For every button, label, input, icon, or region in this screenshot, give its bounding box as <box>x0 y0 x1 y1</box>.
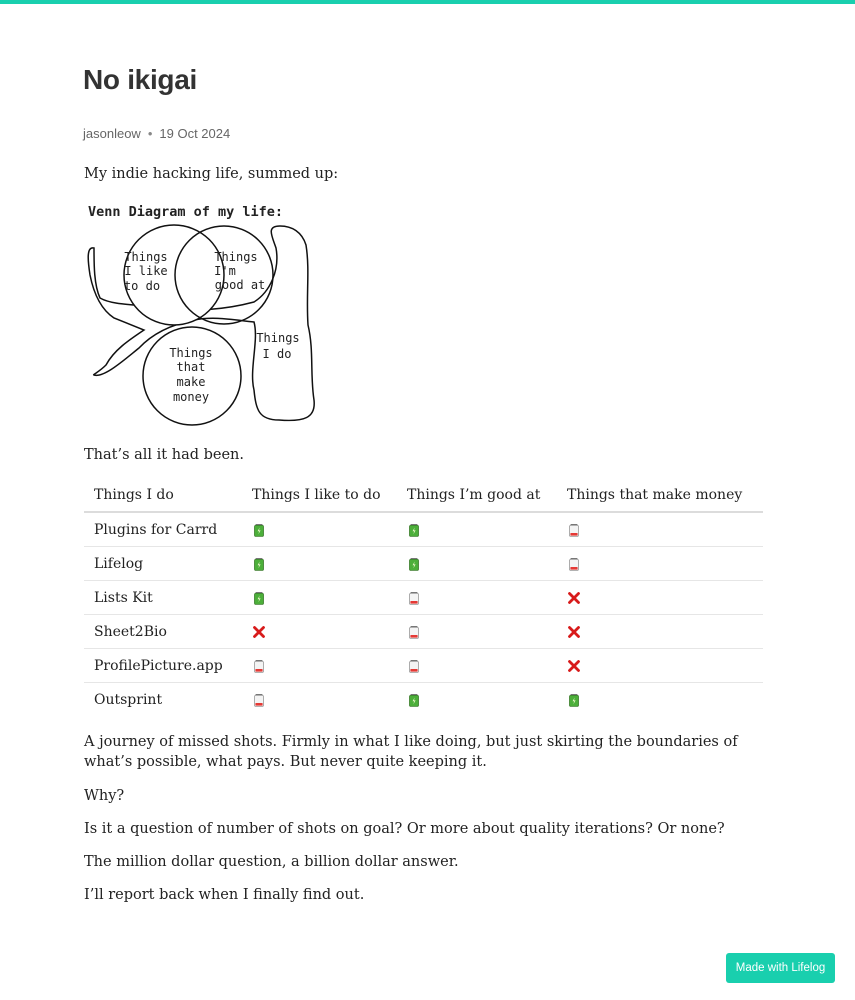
table-cell-project-name: ProfilePicture.app <box>84 649 242 683</box>
table-cell-mark <box>397 615 557 649</box>
venn-do-line-1: Things <box>256 331 300 345</box>
battery-low-icon <box>567 522 581 538</box>
battery-full-icon <box>407 522 421 538</box>
post-paragraph-4: The million dollar question, a billion dollar answer. <box>84 854 459 870</box>
cross-mark-icon <box>567 590 581 606</box>
venn-do-line-2: I do <box>262 347 292 361</box>
table-cell-mark <box>557 649 763 683</box>
table-row <box>84 512 763 547</box>
table-row <box>84 581 763 615</box>
venn-title: Venn Diagram of my life: <box>88 204 284 220</box>
table-cell-mark <box>557 615 763 649</box>
battery-full-icon <box>252 590 266 606</box>
table-header-things-i-do: Things I do <box>84 478 242 512</box>
table-cell-mark <box>242 547 397 581</box>
table-cell-mark <box>397 512 557 547</box>
table-header-row <box>84 478 763 512</box>
venn-good-line-3: good at <box>214 278 266 292</box>
table-cell-mark <box>242 649 397 683</box>
table-cell-project-name: Lists Kit <box>84 581 242 615</box>
battery-full-icon <box>407 556 421 572</box>
post-date: 19 Oct 2024 <box>159 126 231 141</box>
cross-mark-icon <box>252 624 266 640</box>
table-body <box>84 512 763 716</box>
venn-money-line-1: Things <box>169 346 213 360</box>
table-cell-project-name: Sheet2Bio <box>84 615 242 649</box>
battery-low-icon <box>407 624 421 640</box>
battery-low-icon <box>407 658 421 674</box>
battery-low-icon <box>252 692 266 708</box>
table-row <box>84 649 763 683</box>
venn-like-line-3: to do <box>123 279 161 293</box>
table-cell-mark <box>397 547 557 581</box>
battery-full-icon <box>252 522 266 538</box>
venn-good-line-2: I'm <box>214 264 236 278</box>
battery-low-icon <box>567 556 581 572</box>
table-cell-project-name: Plugins for Carrd <box>84 512 242 547</box>
post-intro: My indie hacking life, summed up: <box>84 166 339 182</box>
table-cell-mark <box>557 683 763 717</box>
top-accent-bar <box>0 0 855 4</box>
table-cell-mark <box>242 512 397 547</box>
table-header-like: Things I like to do <box>242 478 397 512</box>
cross-mark-icon <box>567 658 581 674</box>
post-meta <box>83 126 230 141</box>
table-cell-mark <box>242 683 397 717</box>
post-paragraph-1: A journey of missed shots. Firmly in what I like doing, but just skirting the boundaries of what’s possible, what pays. But never quite keeping it. <box>84 734 738 770</box>
venn-money-line-3: make <box>176 375 206 389</box>
table-cell-mark <box>557 512 763 547</box>
battery-full-icon <box>567 692 581 708</box>
post-title: No ikigai <box>83 64 197 95</box>
post-paragraph-2: Why? <box>84 788 125 804</box>
venn-good-line-1: Things <box>214 250 258 264</box>
table-cell-mark <box>557 581 763 615</box>
made-with-lifelog-button[interactable]: Made with Lifelog <box>726 953 835 983</box>
table-cell-project-name: Lifelog <box>84 547 242 581</box>
table-cell-mark <box>242 615 397 649</box>
table-cell-mark <box>557 547 763 581</box>
meta-separator: • <box>147 126 153 141</box>
battery-full-icon <box>407 692 421 708</box>
venn-like-line-1: Things <box>124 250 168 264</box>
table-row <box>84 547 763 581</box>
table-cell-mark <box>242 581 397 615</box>
venn-diagram-image <box>84 200 324 432</box>
table-cell-project-name: Outsprint <box>94 691 163 708</box>
table-cell-mark <box>397 683 557 717</box>
table-header-good: Things I’m good at <box>397 478 557 512</box>
venn-money-line-2: that <box>176 360 206 374</box>
battery-full-icon <box>252 556 266 572</box>
table-row <box>84 615 763 649</box>
post-paragraph-5: I’ll report back when I finally find out. <box>84 887 365 903</box>
venn-money-line-4: money <box>172 390 210 404</box>
post-after-image: That’s all it had been. <box>84 447 245 463</box>
table-header-money: Things that make money <box>557 478 763 512</box>
projects-table <box>84 478 763 716</box>
post-paragraph-3: Is it a question of number of shots on goal? Or more about quality iterations? Or none? <box>84 821 725 837</box>
cross-mark-icon <box>567 624 581 640</box>
table-row <box>84 683 763 717</box>
venn-like-line-2: I like <box>124 264 168 278</box>
post-author[interactable]: jasonleow <box>83 126 141 141</box>
table-cell-mark <box>397 649 557 683</box>
battery-low-icon <box>407 590 421 606</box>
battery-low-icon <box>252 658 266 674</box>
table-cell-mark <box>397 581 557 615</box>
